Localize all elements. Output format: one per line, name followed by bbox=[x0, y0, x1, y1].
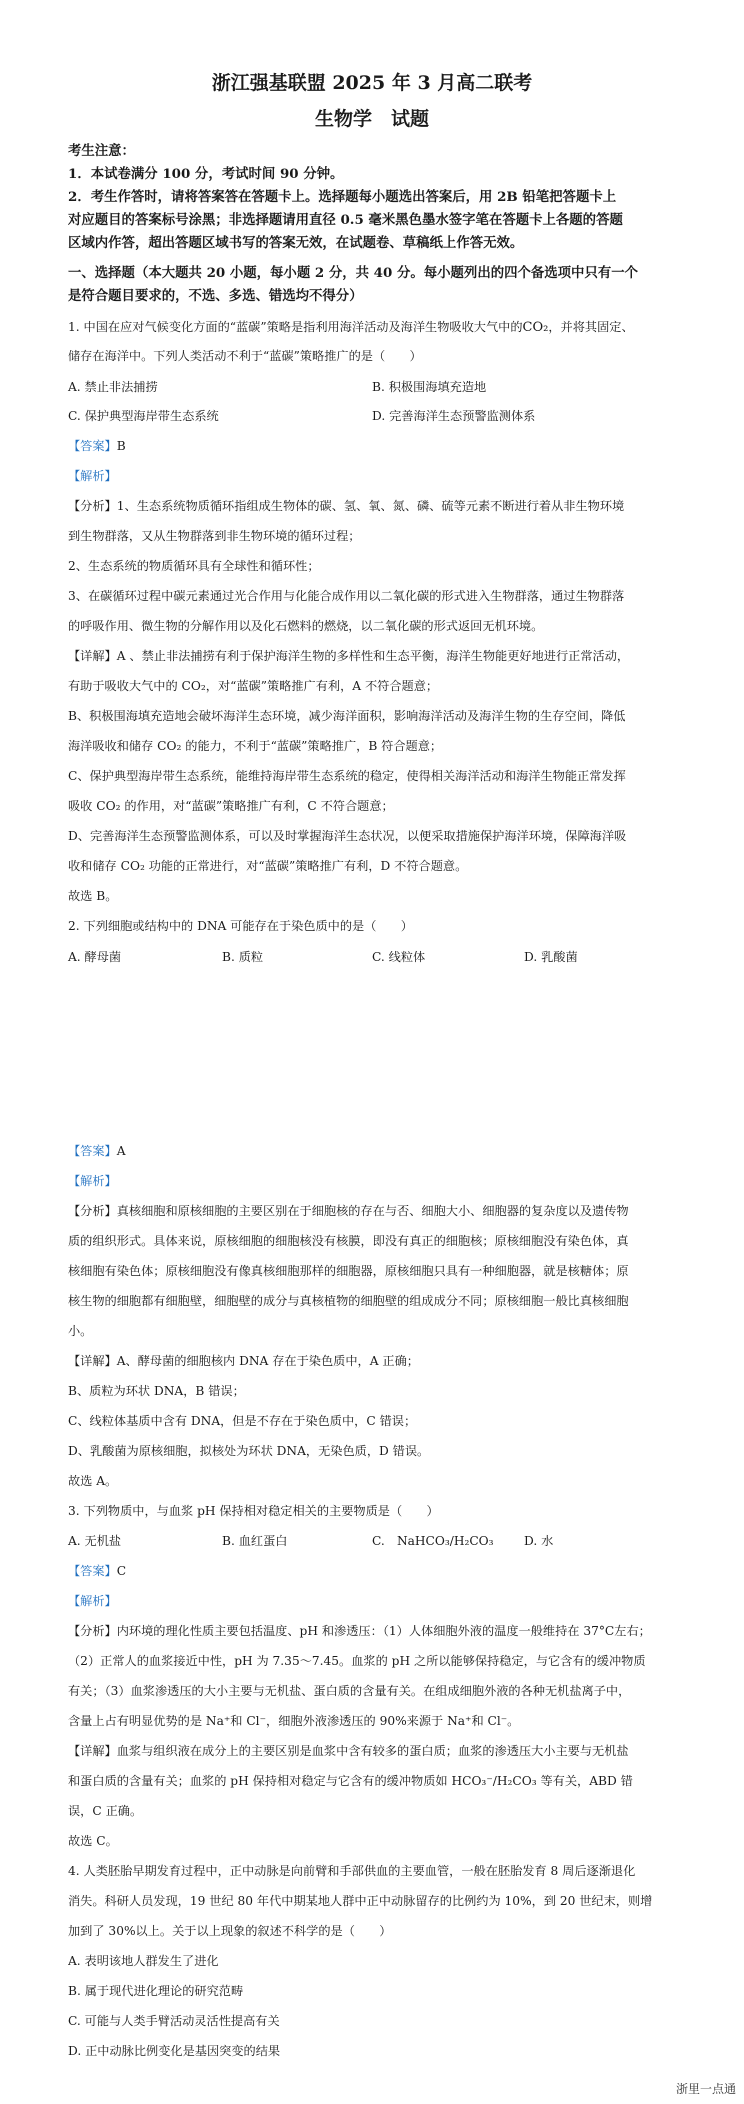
q4-stem-line: 消失。科研人员发现，19 世纪 80 年代中期某地人群中正中动脉留存的比例约为 10%，到 20 世纪末，则增 bbox=[68, 1894, 653, 1908]
q2-answer bbox=[68, 1142, 698, 1159]
q1-text-line: 故选 B。 bbox=[68, 889, 118, 903]
q1-text-line: 吸收 CO₂ 的作用，对“蓝碳”策略推广有利，C 不符合题意； bbox=[68, 799, 394, 813]
notice-line: 1．本试卷满分 100 分，考试时间 90 分钟。 bbox=[68, 166, 344, 182]
section-heading: 一、选择题（本大题共 20 小题，每小题 2 分，共 40 分。每小题列出的四个备选项中只有一个 bbox=[68, 265, 639, 281]
q2-text-line: B、质粒为环状 DNA，B 错误； bbox=[68, 1384, 245, 1398]
answer-label: 【答案】 bbox=[68, 439, 117, 453]
q1-stem-line2: 储存在海洋中。下列人类活动不利于“蓝碳”策略推广的是（ ） bbox=[68, 349, 422, 363]
q4-stem-line: 4. 人类胚胎早期发育过程中，正中动脉是向前臂和手部供血的主要血管，一般在胚胎发育 8 周后逐渐退化 bbox=[68, 1864, 636, 1878]
q2-text-line: 小。 bbox=[68, 1324, 93, 1338]
q1-text-line: 有助于吸收大气中的 CO₂，对“蓝碳”策略推广有利，A 不符合题意； bbox=[68, 679, 439, 693]
q1-text-line: 海洋吸收和储存 CO₂ 的能力，不利于“蓝碳”策略推广，B 符合题意； bbox=[68, 739, 443, 753]
q3-option-a: A. 无机盐 bbox=[68, 1534, 122, 1548]
page-subtitle: 生物学 试题 bbox=[314, 108, 429, 130]
q3-text-line: 故选 C。 bbox=[68, 1834, 118, 1848]
notice-line: 2．考生作答时，请将答案答在答题卡上。选择题每小题选出答案后，用 2B 铅笔把答题卡上 bbox=[68, 189, 617, 205]
q2-option-a: A. 酵母菌 bbox=[68, 950, 122, 964]
co2-formula: CO₂ bbox=[522, 320, 549, 335]
q2-text-line: D、乳酸菌为原核细胞，拟核处为环状 DNA，无染色质，D 错误。 bbox=[68, 1444, 430, 1458]
q1-option-b: B. 积极围海填充造地 bbox=[372, 380, 487, 394]
q1-stem-text: 1. 中国在应对气候变化方面的“蓝碳”策略是指利用海洋活动及海洋生物吸收大气中的 bbox=[68, 320, 523, 334]
q2-text-line: 故选 A。 bbox=[68, 1474, 118, 1488]
q2-text-line: 【分析】真核细胞和原核细胞的主要区别在于细胞核的存在与否、细胞大小、细胞器的复杂度以及遗传物 bbox=[68, 1204, 629, 1218]
q3-text-line: 【详解】血浆与组织液在成分上的主要区别是血浆中含有较多的蛋白质；血浆的渗透压大小主要与无机盐 bbox=[68, 1744, 629, 1758]
q1-text-line: 的呼吸作用、微生物的分解作用以及化石燃料的燃烧，以二氧化碳的形式返回无机环境。 bbox=[68, 619, 544, 633]
q4-option-c: C. 可能与人类手臂活动灵活性提高有关 bbox=[68, 2014, 280, 2028]
q1-stem bbox=[68, 318, 698, 335]
q1-text-line: 到生物群落，又从生物群落到非生物环境的循环过程； bbox=[68, 529, 361, 543]
q2-text-line: 质的组织形式。具体来说，原核细胞的细胞核没有核膜，即没有真正的细胞核；原核细胞没有染色体，真 bbox=[68, 1234, 629, 1248]
answer-value: C bbox=[116, 1564, 127, 1578]
q1-text-line: C、保护典型海岸带生态系统，能维持海岸带生态系统的稳定，使得相关海洋活动和海洋生物能正常发挥 bbox=[68, 769, 626, 783]
q2-text-line: C、线粒体基质中含有 DNA，但是不存在于染色质中，C 错误； bbox=[68, 1414, 417, 1428]
answer-label: 【答案】 bbox=[68, 1564, 117, 1578]
q1-option-d: D. 完善海洋生态预警监测体系 bbox=[372, 409, 536, 423]
q3-option-d: D. 水 bbox=[524, 1534, 554, 1548]
q3-text-line: 【分析】内环境的理化性质主要包括温度、pH 和渗透压：（1）人体细胞外液的温度一般维持在 37°C左右； bbox=[68, 1624, 651, 1638]
notice-heading: 考生注意： bbox=[68, 143, 135, 159]
q3-option-b: B. 血红蛋白 bbox=[222, 1534, 288, 1548]
q1-analysis-label: 【解析】 bbox=[68, 469, 117, 483]
q1-text-line: 收和储存 CO₂ 功能的正常进行，对“蓝碳”策略推广有利，D 不符合题意。 bbox=[68, 859, 468, 873]
q3-text-line: 含量上占有明显优势的是 Na⁺和 Cl⁻，细胞外液渗透压的 90%来源于 Na⁺和 Cl⁻。 bbox=[68, 1714, 520, 1728]
q2-option-d: D. 乳酸菌 bbox=[524, 950, 578, 964]
page-title: 浙江强基联盟 2025 年 3 月高二联考 bbox=[211, 72, 533, 94]
q1-text-line: 3、在碳循环过程中碳元素通过光合作用与化能合成作用以二氧化碳的形式进入生物群落，通过生物群落 bbox=[68, 589, 625, 603]
notice-line: 对应题目的答案标号涂黑；非选择题请用直径 0.5 毫米黑色墨水签字笔在答题卡上各题的答题 bbox=[68, 212, 623, 228]
q3-text-line: （2）正常人的血浆接近中性，pH 为 7.35～7.45。血浆的 pH 之所以能够保持稳定，与它含有的缓冲物质 bbox=[68, 1654, 646, 1668]
footer-watermark: 浙里一点通 bbox=[675, 2082, 736, 2096]
q1-stem-text: ，并将其固定、 bbox=[548, 320, 634, 334]
q1-text-line: B、积极围海填充造地会破坏海洋生态环境，减少海洋面积，影响海洋活动及海洋生物的生存空间，降低 bbox=[68, 709, 626, 723]
q1-answer bbox=[68, 437, 698, 454]
answer-value: B bbox=[116, 439, 126, 453]
q1-text-line: D、完善海洋生态预警监测体系，可以及时掌握海洋生态状况，以便采取措施保护海洋环境，保障海洋吸 bbox=[68, 829, 627, 843]
q2-option-b: B. 质粒 bbox=[222, 950, 264, 964]
q2-stem: 2. 下列细胞或结构中的 DNA 可能存在于染色质中的是（ ） bbox=[68, 919, 413, 933]
q2-analysis-label: 【解析】 bbox=[68, 1174, 117, 1188]
q1-text-line: 2、生态系统的物质循环具有全球性和循环性； bbox=[68, 559, 320, 573]
q2-text-line: 【详解】A、酵母菌的细胞核内 DNA 存在于染色质中，A 正确； bbox=[68, 1354, 419, 1368]
q1-text-line: 【分析】1、生态系统物质循环指组成生物体的碳、氢、氧、氮、磷、硫等元素不断进行着从非生物环境 bbox=[68, 499, 625, 513]
q3-option-c: C. NaHCO₃/H₂CO₃ bbox=[372, 1534, 494, 1548]
q1-option-c: C. 保护典型海岸带生态系统 bbox=[68, 409, 219, 423]
q3-stem: 3. 下列物质中，与血浆 pH 保持相对稳定相关的主要物质是（ ） bbox=[68, 1504, 439, 1518]
q2-text-line: 核生物的细胞都有细胞壁，细胞壁的成分与真核植物的细胞壁的组成成分不同；原核细胞一般比真核细胞 bbox=[68, 1294, 629, 1308]
q3-answer bbox=[68, 1562, 698, 1579]
section-heading: 是符合题目要求的，不选、多选、错选均不得分） bbox=[68, 288, 363, 304]
q3-text-line: 和蛋白质的含量有关；血浆的 pH 保持相对稳定与它含有的缓冲物质如 HCO₃⁻/H₂CO₃ 等有关，ABD 错 bbox=[68, 1774, 633, 1788]
q4-option-b: B. 属于现代进化理论的研究范畴 bbox=[68, 1984, 244, 1998]
q2-text-line: 核细胞有染色体；原核细胞没有像真核细胞那样的细胞器，原核细胞只具有一种细胞器，就是核糖体；原 bbox=[68, 1264, 629, 1278]
q3-text-line: 有关；（3）血浆渗透压的大小主要与无机盐、蛋白质的含量有关。在组成细胞外液的各种无机盐离子中， bbox=[68, 1684, 631, 1698]
q4-option-d: D. 正中动脉比例变化是基因突变的结果 bbox=[68, 2044, 281, 2058]
notice-line: 区域内作答，超出答题区域书写的答案无效，在试题卷、草稿纸上作答无效。 bbox=[68, 235, 524, 251]
q1-option-a: A. 禁止非法捕捞 bbox=[68, 380, 158, 394]
q3-analysis-label: 【解析】 bbox=[68, 1594, 117, 1608]
answer-value: A bbox=[116, 1144, 126, 1158]
q1-text-line: 【详解】A 、禁止非法捕捞有利于保护海洋生物的多样性和生态平衡，海洋生物能更好地进行正常活动， bbox=[68, 649, 630, 663]
q4-option-a: A. 表明该地人群发生了进化 bbox=[68, 1954, 219, 1968]
q3-text-line: 误，C 正确。 bbox=[68, 1804, 143, 1818]
q2-option-c: C. 线粒体 bbox=[372, 950, 426, 964]
answer-label: 【答案】 bbox=[68, 1144, 117, 1158]
q4-stem-line: 加到了 30%以上。关于以上现象的叙述不科学的是（ ） bbox=[68, 1924, 392, 1938]
